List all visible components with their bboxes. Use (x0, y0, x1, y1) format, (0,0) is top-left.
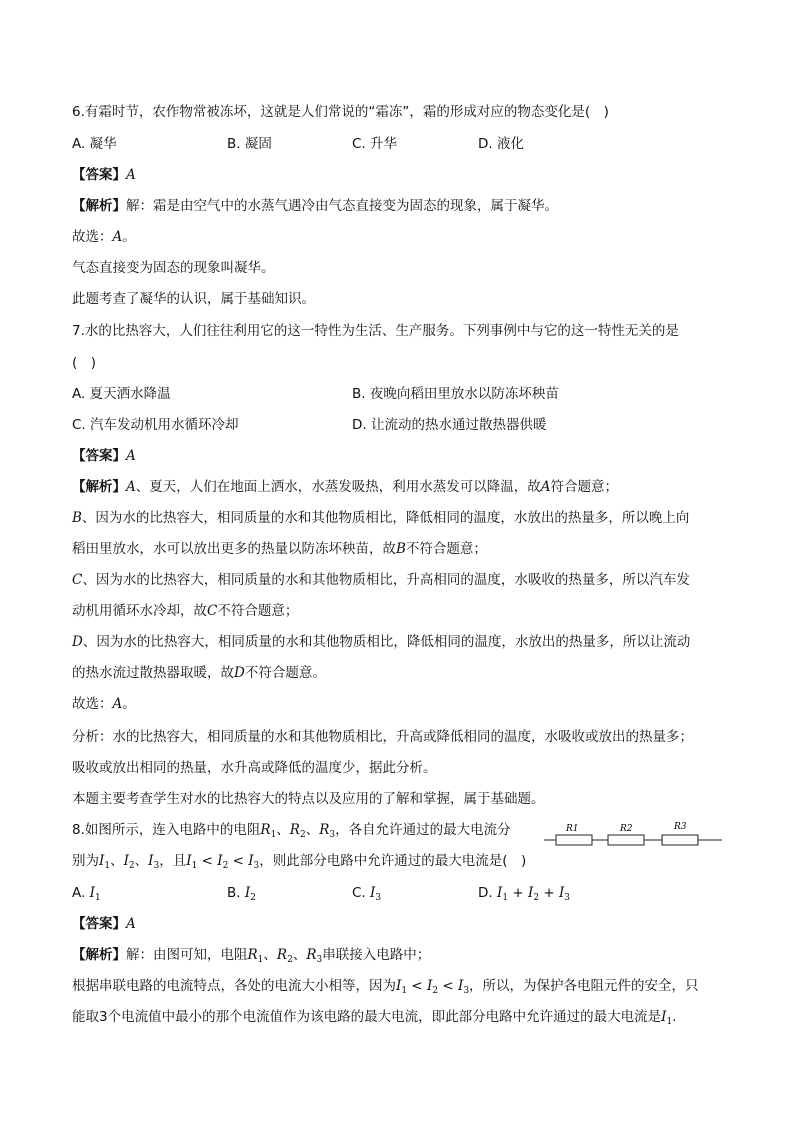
answer-tag: 【答案】 (72, 916, 126, 932)
answer-tag: 【答案】 (72, 167, 126, 183)
var-sub: 1 (401, 986, 408, 996)
var-letter: I (558, 885, 565, 901)
q8-analysis-1 (72, 945, 430, 970)
q8-analysis-3 (72, 1007, 676, 1032)
plus-sign: + (508, 885, 528, 901)
letter-a: A (540, 479, 551, 495)
q8-stem-text: 8.如图所示，连入电路中的电阻 (72, 822, 261, 838)
q7-summary-2: 吸收或放出相同的热量，水升高或降低的温度少，据此分析。 (72, 760, 437, 776)
q6-choice (72, 227, 136, 247)
separator: 、 (110, 853, 124, 869)
var-r2 (290, 822, 306, 838)
analysis-d-verdict: 不符合题意。 (244, 665, 326, 681)
var-sub: 2 (250, 893, 256, 903)
var-i1 (661, 1009, 672, 1025)
choice-prefix: 故选： (72, 696, 113, 712)
var-r1 (260, 822, 276, 838)
q8-stem-text: ，则此部分电路中允许通过的最大电流是( ) (259, 853, 527, 869)
var-i2 (217, 853, 228, 869)
q7-option-c: C. 汽车发动机用水循环冷却 (72, 417, 239, 433)
q7-option-d: D. 让流动的热水通过散热器供暖 (352, 417, 547, 433)
letter-b: B (396, 541, 406, 557)
q7-summary-1: 分析：水的比热容大，相同质量的水和其他物质相比，升高或降低相同的温度，水吸收或放出的热量多； (72, 729, 693, 745)
var-i1 (396, 978, 407, 994)
var-letter: R (289, 822, 300, 838)
var-r1 (248, 947, 264, 963)
var-i3 (248, 853, 259, 869)
analysis-tag: 【解析】 (72, 947, 126, 963)
var-sub: 2 (533, 893, 540, 903)
var-sub: 2 (299, 830, 306, 840)
q7-stem-line2: ( ) (72, 355, 97, 371)
resistor-r2 (608, 835, 644, 845)
q6-analysis (72, 196, 558, 216)
var-sub: 2 (128, 861, 135, 871)
q7-choice (72, 694, 136, 714)
answer-value: A (126, 448, 136, 464)
var-i3 (458, 978, 469, 994)
less-than: < (438, 978, 458, 994)
analysis-d-text-2: 的热水流过散热器取暖，故 (72, 665, 234, 681)
analysis-c-text: 、因为水的比热容大，相同质量的水和其他物质相比，升高相同的温度，水吸收的热量多，所以汽车发 (82, 572, 690, 588)
var-sub: 3 (153, 861, 160, 871)
separator: 、 (305, 822, 320, 838)
letter-c: C (207, 603, 218, 619)
var-sub: 3 (375, 893, 382, 903)
analysis-text: . (672, 1009, 677, 1025)
var-letter: R (319, 822, 330, 838)
q6-answer (72, 165, 136, 185)
analysis-c-verdict: 不符合题意； (217, 603, 299, 619)
var-letter: I (248, 853, 254, 869)
var-letter: I (123, 853, 129, 869)
var-letter: I (186, 853, 192, 869)
q8-stem-text: 别为 (72, 853, 99, 869)
separator: 、 (263, 947, 277, 963)
q7-analysis-c-1 (72, 570, 690, 590)
analysis-text: 串联接入电路中； (322, 947, 431, 963)
analysis-c-text-2: 动机用循环水冷却，故 (72, 603, 207, 619)
option-prefix: D. (478, 885, 497, 901)
q8-stem-line2 (72, 851, 526, 876)
q6-option-b: B. 凝固 (227, 136, 272, 152)
var-i3 (148, 853, 159, 869)
less-than: < (228, 853, 249, 869)
var-sub: 1 (94, 893, 101, 903)
letter-b: B (72, 510, 82, 526)
plus-sign: + (539, 885, 559, 901)
option-prefix: C. (352, 885, 371, 901)
q6-explain-1: 气态直接变为固态的现象叫凝华。 (72, 260, 275, 276)
var-letter: I (661, 1009, 667, 1025)
analysis-b-verdict: 不符合题意； (405, 541, 487, 557)
label-r1: R1 (566, 824, 579, 834)
resistor-r3 (662, 835, 698, 845)
answer-value: A (126, 916, 136, 932)
choice-suffix: 。 (122, 696, 136, 712)
answer-value: A (126, 167, 136, 183)
option-prefix: A. (72, 885, 90, 901)
choice-suffix: 。 (122, 229, 136, 245)
analysis-text: 解：霜是由空气中的水蒸气遇冷由气态直接变为固态的现象，属于凝华。 (126, 198, 558, 214)
var-letter: I (457, 978, 464, 994)
var-sub: 2 (287, 955, 293, 965)
var-sub: 2 (222, 861, 229, 871)
analysis-text: ，所以，为保护各电阻元件的安全，只 (469, 978, 699, 994)
q6-option-a: A. 凝华 (72, 136, 117, 152)
var-i2 (124, 853, 135, 869)
q8-option-c (352, 883, 381, 908)
var-letter: I (496, 885, 503, 901)
q7-answer (72, 446, 136, 466)
var-r3 (306, 947, 322, 963)
var-sub: 1 (191, 861, 198, 871)
q8-option-d (478, 883, 570, 908)
var-letter: R (276, 947, 288, 963)
var-letter: I (396, 978, 402, 994)
less-than: < (407, 978, 427, 994)
q8-answer (72, 914, 136, 934)
q6-stem: 6.有霜时节，农作物常被冻坏，这就是人们常说的“霜冻”，霜的形成对应的物态变化是( ) (72, 104, 609, 120)
separator: 、 (276, 822, 290, 838)
analysis-tag: 【解析】 (72, 198, 126, 214)
var-letter: R (247, 947, 258, 963)
var-letter: I (148, 853, 154, 869)
q7-analysis-c-2 (72, 601, 298, 621)
choice-value: A (112, 696, 123, 712)
separator: 、 (292, 947, 307, 963)
q8-stem-text: ，各自允许通过的最大电流分 (335, 822, 511, 838)
var-letter: I (426, 978, 433, 994)
letter-d: D (72, 634, 83, 650)
less-than: < (197, 853, 218, 869)
var-sub: 3 (253, 861, 260, 871)
q7-analysis-d-1 (72, 632, 690, 652)
analysis-d-text: 、因为水的比热容大，相同质量的水和其他物质相比，降低相同的温度，水放出的热量多，所以让流动 (82, 634, 691, 650)
resistor-r1 (556, 835, 592, 845)
var-letter: R (260, 822, 271, 838)
answer-tag: 【答案】 (72, 448, 126, 464)
letter-c: C (72, 572, 83, 588)
q7-option-b: B. 夜晚向稻田里放水以防冻坏秧苗 (352, 386, 559, 402)
q7-summary-3: 本题主要考查学生对水的比热容大的特点以及应用的了解和掌握，属于基础题。 (72, 791, 545, 807)
q7-stem-line1: 7.水的比热容大，人们往往利用它的这一特性为生活、生产服务。下列事例中与它的这一特性无关的是 (72, 323, 679, 339)
var-letter: I (217, 853, 223, 869)
var-r2 (277, 947, 293, 963)
analysis-b-text: 、因为水的比热容大，相同质量的水和其他物质相比，降低相同的温度，水放出的热量多，所以晚上向 (81, 510, 690, 526)
q7-analysis-b-2 (72, 539, 487, 559)
q7-analysis-d-2 (72, 663, 326, 683)
choice-value: A (112, 229, 123, 245)
letter-a: A (126, 479, 136, 495)
var-sub: 2 (432, 986, 439, 996)
q8-stem-text: ，且 (159, 853, 187, 869)
var-sub: 1 (666, 1017, 673, 1027)
var-letter: I (370, 885, 376, 901)
q6-explain-2: 此题考查了凝华的认识，属于基础知识。 (72, 291, 315, 307)
var-letter: I (527, 885, 534, 901)
var-sub: 3 (463, 986, 470, 996)
var-i2 (427, 978, 438, 994)
var-sub: 1 (257, 955, 264, 965)
series-resistor-diagram (544, 818, 722, 850)
letter-d: D (234, 665, 245, 681)
q8-stem-line1 (72, 820, 511, 845)
var-sub: 3 (564, 893, 571, 903)
analysis-a-verdict: 符合题意； (550, 479, 618, 495)
option-prefix: B. (227, 885, 245, 901)
var-letter: I (244, 885, 251, 901)
var-r3 (319, 822, 335, 838)
var-i1 (186, 853, 197, 869)
var-sub: 1 (270, 830, 277, 840)
var-sub: 3 (316, 955, 323, 965)
choice-prefix: 故选： (72, 229, 113, 245)
var-letter: I (89, 885, 95, 901)
analysis-text: 解：由图可知，电阻 (126, 947, 248, 963)
analysis-a-text: 、夏天，人们在地面上洒水，水蒸发吸热，利用水蒸发可以降温，故 (135, 479, 541, 495)
analysis-text: 能取3个电流值中最小的那个电流值作为该电路的最大电流，即此部分电路中允许通过的最大电流是 (72, 1009, 662, 1025)
var-sub: 3 (329, 830, 336, 840)
analysis-text: 根据串联电路的电流特点，各处的电流大小相等，因为 (72, 978, 396, 994)
q7-analysis-b-1 (72, 508, 689, 528)
analysis-b-text-2: 稻田里放水，水可以放出更多的热量以防冻坏秧苗，故 (72, 541, 396, 557)
q6-option-c: C. 升华 (352, 136, 398, 152)
separator: 、 (134, 853, 149, 869)
q8-analysis-2 (72, 976, 699, 1001)
var-i1 (99, 853, 110, 869)
var-sub: 1 (104, 861, 111, 871)
q8-option-a (72, 883, 101, 908)
label-r3: R3 (674, 822, 687, 832)
q8-option-b (227, 883, 256, 908)
var-letter: R (306, 947, 317, 963)
analysis-tag: 【解析】 (72, 479, 126, 495)
label-r2: R2 (620, 824, 633, 834)
var-sub: 1 (502, 893, 509, 903)
var-letter: I (99, 853, 105, 869)
q6-option-d: D. 液化 (478, 136, 524, 152)
q7-analysis-a (72, 477, 618, 497)
q7-option-a: A. 夏天洒水降温 (72, 386, 171, 402)
